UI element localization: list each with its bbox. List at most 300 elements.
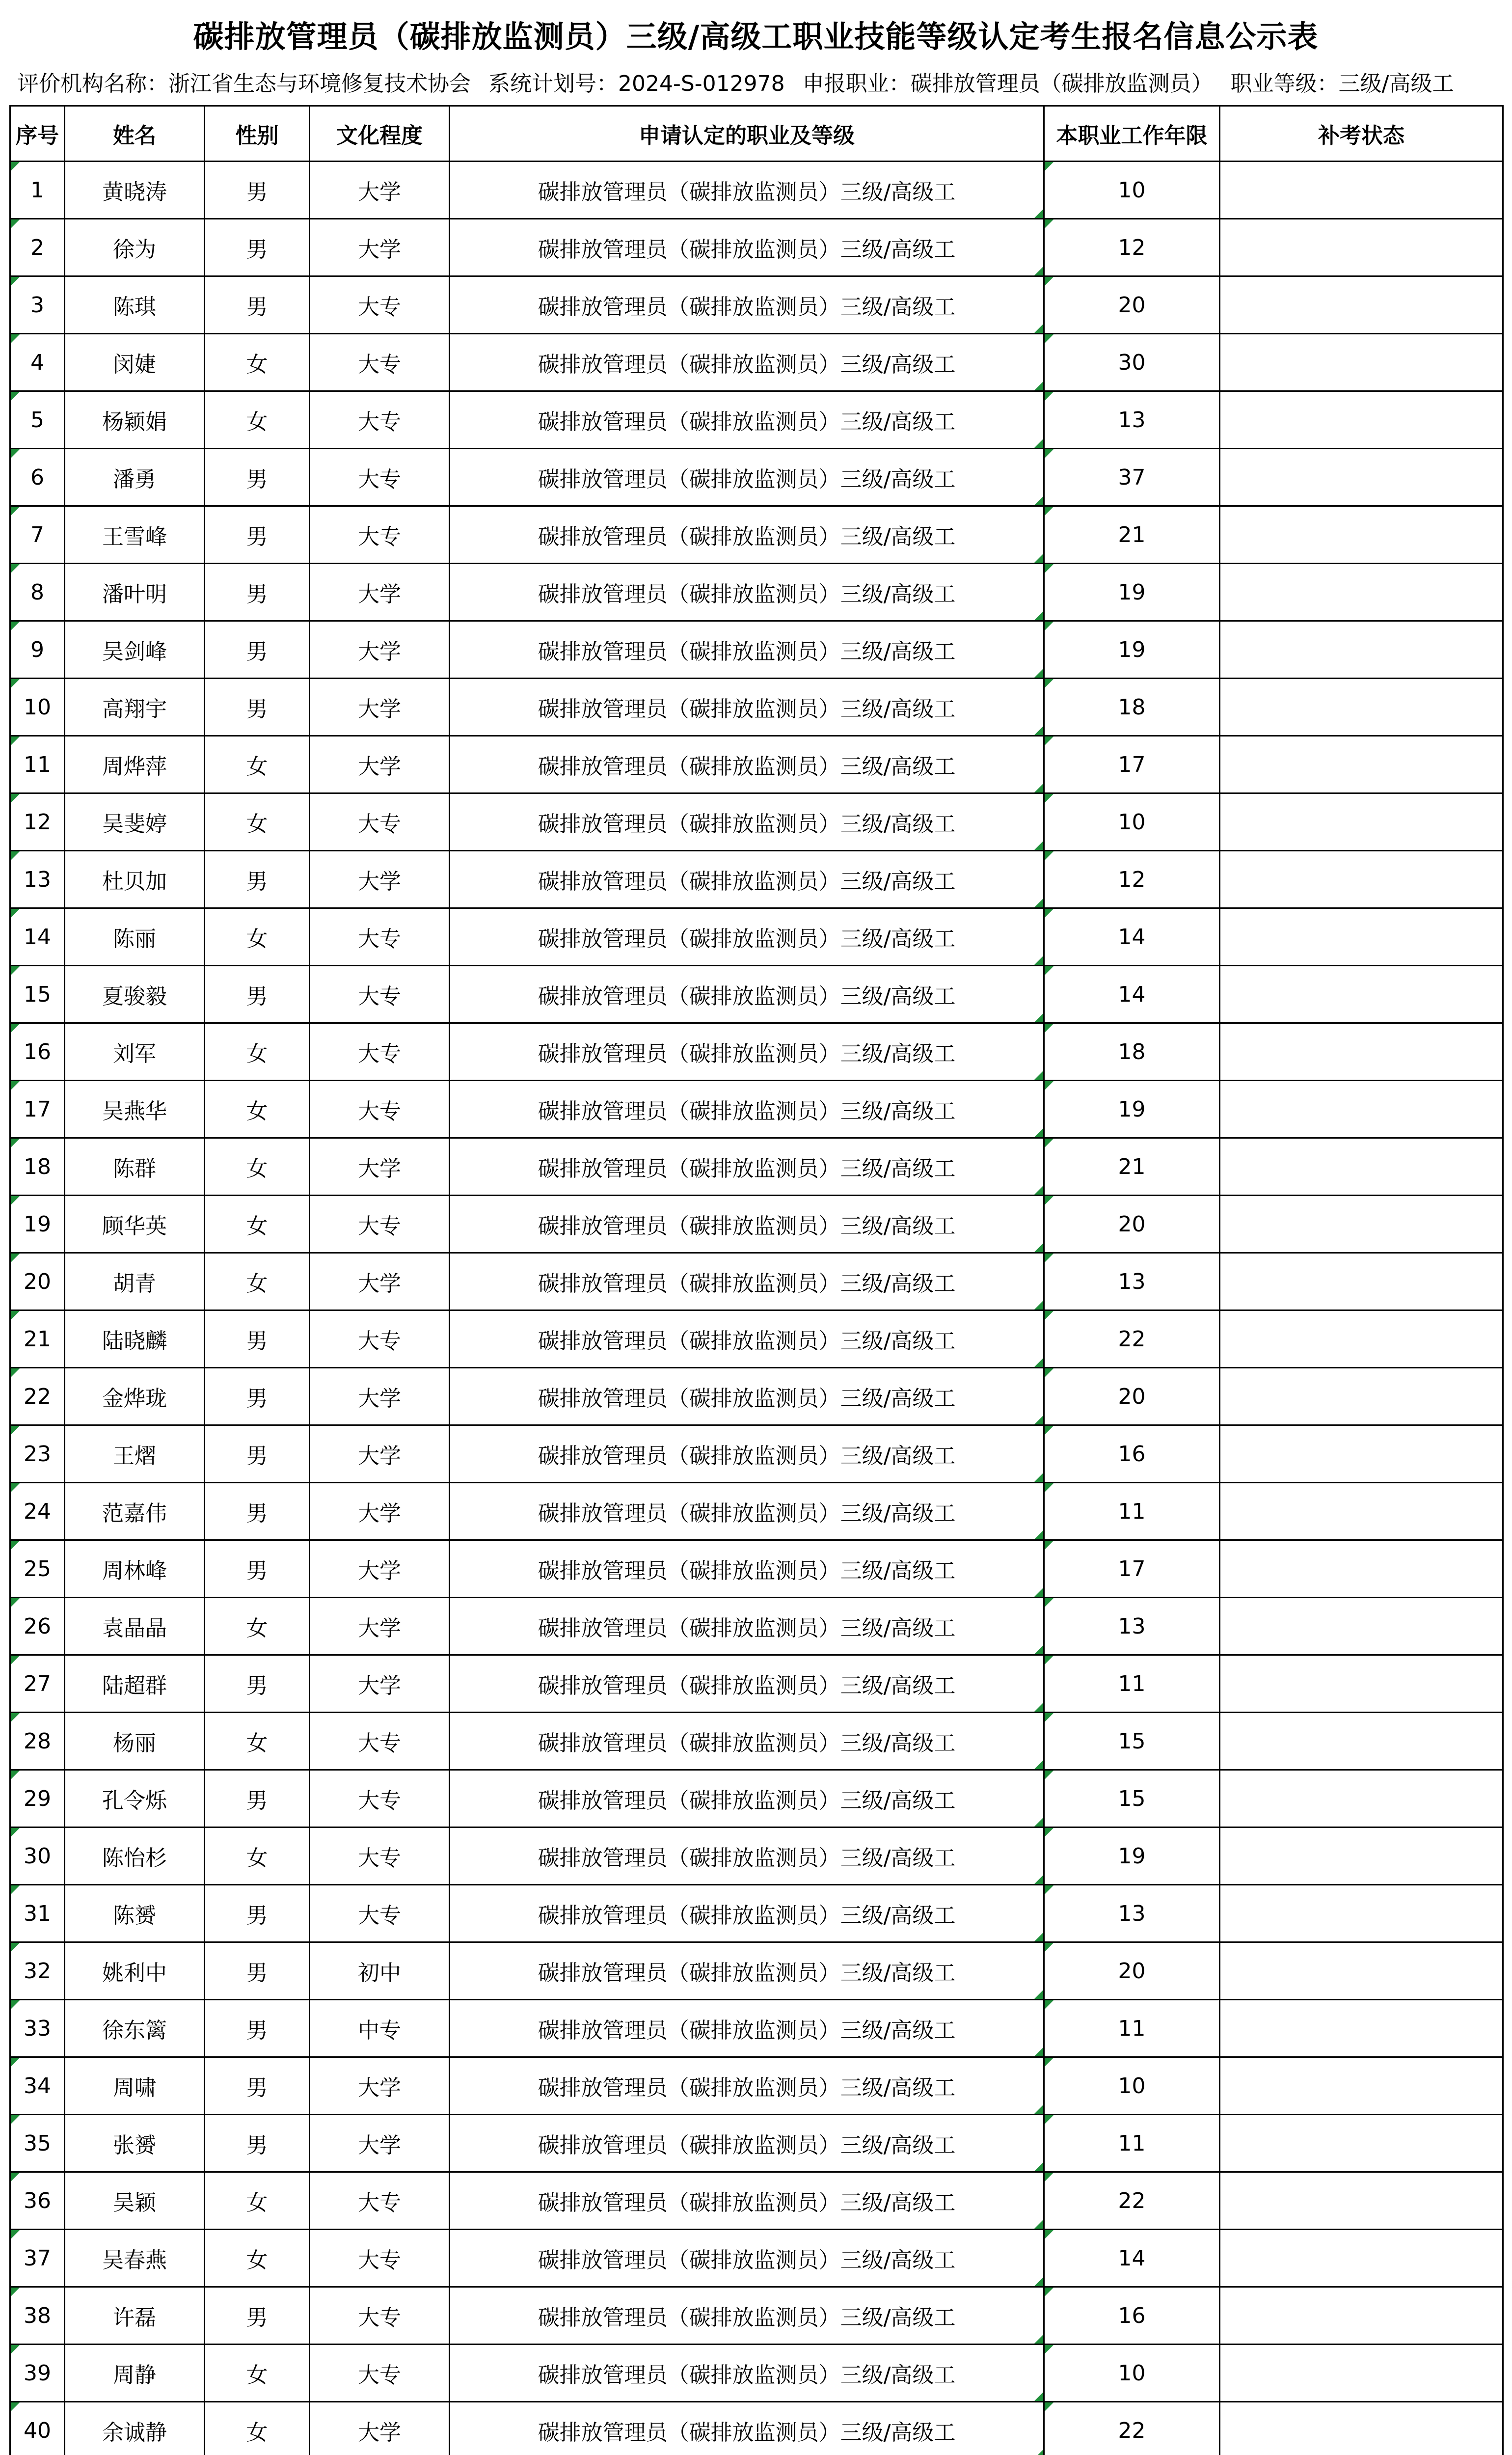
cell-index: 1 (10, 162, 65, 219)
cell-gender: 男 (205, 1310, 310, 1368)
cell-name: 高翔宇 (65, 679, 205, 736)
table-row (10, 1483, 1503, 1540)
cell-education: 大学 (310, 1483, 450, 1540)
cell-index: 21 (10, 1310, 65, 1368)
cell-index: 24 (10, 1483, 65, 1540)
cell-index: 10 (10, 679, 65, 736)
cell-name: 徐东篱 (65, 2000, 205, 2057)
cell-occupation: 碳排放管理员（碳排放监测员）三级/高级工 (450, 2230, 1044, 2287)
table-row (10, 851, 1503, 908)
cell-education: 大专 (310, 276, 450, 334)
cell-retake (1220, 908, 1503, 966)
cell-gender: 男 (205, 621, 310, 679)
cell-education: 大专 (310, 1828, 450, 1885)
table-row (10, 564, 1503, 621)
cell-name: 孔令烁 (65, 1770, 205, 1828)
cell-gender: 女 (205, 391, 310, 449)
table-row (10, 2402, 1503, 2455)
cell-years: 15 (1044, 1713, 1220, 1770)
cell-occupation: 碳排放管理员（碳排放监测员）三级/高级工 (450, 506, 1044, 564)
cell-years: 17 (1044, 736, 1220, 793)
cell-years: 13 (1044, 1885, 1220, 1942)
cell-gender: 男 (205, 1540, 310, 1598)
cell-education: 中专 (310, 2000, 450, 2057)
cell-index: 15 (10, 966, 65, 1023)
table-row (10, 908, 1503, 966)
cell-years: 10 (1044, 2345, 1220, 2402)
cell-years: 13 (1044, 391, 1220, 449)
table-row (10, 391, 1503, 449)
cell-occupation: 碳排放管理员（碳排放监测员）三级/高级工 (450, 1540, 1044, 1598)
cell-gender: 女 (205, 2172, 310, 2230)
cell-retake (1220, 2402, 1503, 2455)
col-header-occupation: 申请认定的职业及等级 (450, 106, 1044, 162)
cell-years: 14 (1044, 2230, 1220, 2287)
cell-index: 33 (10, 2000, 65, 2057)
cell-gender: 男 (205, 1425, 310, 1483)
cell-gender: 男 (205, 2057, 310, 2115)
cell-retake (1220, 1770, 1503, 1828)
cell-retake (1220, 2172, 1503, 2230)
table-row (10, 162, 1503, 219)
col-header-education: 文化程度 (310, 106, 450, 162)
table-row (10, 276, 1503, 334)
cell-education: 大专 (310, 506, 450, 564)
cell-retake (1220, 793, 1503, 851)
cell-name: 夏骏毅 (65, 966, 205, 1023)
cell-years: 17 (1044, 1540, 1220, 1598)
cell-name: 陈丽 (65, 908, 205, 966)
table-row (10, 1138, 1503, 1196)
table-row (10, 1196, 1503, 1253)
table-row (10, 1655, 1503, 1713)
cell-education: 大学 (310, 679, 450, 736)
cell-years: 12 (1044, 219, 1220, 276)
table-row (10, 1023, 1503, 1081)
cell-name: 周啸 (65, 2057, 205, 2115)
cell-retake (1220, 1310, 1503, 1368)
table-row (10, 1713, 1503, 1770)
cell-retake (1220, 334, 1503, 391)
cell-years: 12 (1044, 851, 1220, 908)
cell-name: 杨颖娟 (65, 391, 205, 449)
cell-name: 杜贝加 (65, 851, 205, 908)
cell-occupation: 碳排放管理员（碳排放监测员）三级/高级工 (450, 219, 1044, 276)
cell-years: 11 (1044, 2000, 1220, 2057)
cell-index: 39 (10, 2345, 65, 2402)
cell-occupation: 碳排放管理员（碳排放监测员）三级/高级工 (450, 1368, 1044, 1425)
cell-retake (1220, 736, 1503, 793)
cell-education: 大专 (310, 449, 450, 506)
cell-name: 顾华英 (65, 1196, 205, 1253)
table-row (10, 1425, 1503, 1483)
cell-years: 21 (1044, 506, 1220, 564)
cell-occupation: 碳排放管理员（碳排放监测员）三级/高级工 (450, 276, 1044, 334)
cell-name: 陈群 (65, 1138, 205, 1196)
cell-occupation: 碳排放管理员（碳排放监测员）三级/高级工 (450, 1942, 1044, 2000)
table-row (10, 1598, 1503, 1655)
cell-name: 黄晓涛 (65, 162, 205, 219)
cell-gender: 女 (205, 1828, 310, 1885)
cell-index: 29 (10, 1770, 65, 1828)
table-row (10, 2172, 1503, 2230)
cell-gender: 女 (205, 2230, 310, 2287)
cell-education: 大学 (310, 219, 450, 276)
cell-education: 大学 (310, 851, 450, 908)
cell-occupation: 碳排放管理员（碳排放监测员）三级/高级工 (450, 2345, 1044, 2402)
cell-name: 王熠 (65, 1425, 205, 1483)
cell-name: 吴春燕 (65, 2230, 205, 2287)
cell-retake (1220, 564, 1503, 621)
table-row (10, 793, 1503, 851)
cell-occupation: 碳排放管理员（碳排放监测员）三级/高级工 (450, 1425, 1044, 1483)
cell-index: 3 (10, 276, 65, 334)
table-row (10, 1770, 1503, 1828)
cell-name: 潘叶明 (65, 564, 205, 621)
cell-index: 12 (10, 793, 65, 851)
cell-education: 大专 (310, 1196, 450, 1253)
cell-years: 15 (1044, 1770, 1220, 1828)
cell-index: 28 (10, 1713, 65, 1770)
cell-gender: 男 (205, 1885, 310, 1942)
cell-education: 大专 (310, 334, 450, 391)
cell-name: 周烨萍 (65, 736, 205, 793)
cell-gender: 女 (205, 2402, 310, 2455)
cell-occupation: 碳排放管理员（碳排放监测员）三级/高级工 (450, 1885, 1044, 1942)
cell-gender: 男 (205, 1770, 310, 1828)
table-row (10, 449, 1503, 506)
cell-occupation: 碳排放管理员（碳排放监测员）三级/高级工 (450, 736, 1044, 793)
cell-index: 11 (10, 736, 65, 793)
cell-index: 34 (10, 2057, 65, 2115)
cell-years: 16 (1044, 1425, 1220, 1483)
cell-education: 大专 (310, 1713, 450, 1770)
cell-name: 陈琪 (65, 276, 205, 334)
cell-gender: 女 (205, 1023, 310, 1081)
table-row (10, 1368, 1503, 1425)
document-sheet (9, 0, 1502, 2455)
cell-retake (1220, 2287, 1503, 2345)
cell-name: 潘勇 (65, 449, 205, 506)
cell-name: 周静 (65, 2345, 205, 2402)
cell-name: 陈赟 (65, 1885, 205, 1942)
cell-name: 周林峰 (65, 1540, 205, 1598)
cell-education: 大学 (310, 1368, 450, 1425)
cell-occupation: 碳排放管理员（碳排放监测员）三级/高级工 (450, 1196, 1044, 1253)
cell-education: 大学 (310, 621, 450, 679)
cell-gender: 女 (205, 1713, 310, 1770)
cell-occupation: 碳排放管理员（碳排放监测员）三级/高级工 (450, 679, 1044, 736)
cell-retake (1220, 1483, 1503, 1540)
table-body (10, 162, 1503, 2455)
cell-name: 金烨珑 (65, 1368, 205, 1425)
cell-years: 13 (1044, 1253, 1220, 1310)
cell-occupation: 碳排放管理员（碳排放监测员）三级/高级工 (450, 449, 1044, 506)
cell-retake (1220, 1828, 1503, 1885)
cell-education: 大学 (310, 1425, 450, 1483)
cell-years: 20 (1044, 1942, 1220, 2000)
cell-years: 11 (1044, 1483, 1220, 1540)
cell-gender: 女 (205, 334, 310, 391)
cell-name: 陆晓麟 (65, 1310, 205, 1368)
table-row (10, 506, 1503, 564)
cell-index: 6 (10, 449, 65, 506)
cell-education: 大学 (310, 1253, 450, 1310)
cell-retake (1220, 2000, 1503, 2057)
cell-education: 大专 (310, 793, 450, 851)
cell-index: 23 (10, 1425, 65, 1483)
cell-name: 闵婕 (65, 334, 205, 391)
cell-occupation: 碳排放管理员（碳排放监测员）三级/高级工 (450, 1770, 1044, 1828)
cell-occupation: 碳排放管理员（碳排放监测员）三级/高级工 (450, 1253, 1044, 1310)
cell-years: 20 (1044, 1368, 1220, 1425)
table-row (10, 2057, 1503, 2115)
cell-name: 姚利中 (65, 1942, 205, 2000)
cell-index: 30 (10, 1828, 65, 1885)
cell-gender: 女 (205, 908, 310, 966)
cell-education: 大专 (310, 1770, 450, 1828)
table-row (10, 2230, 1503, 2287)
cell-retake (1220, 276, 1503, 334)
cell-years: 10 (1044, 793, 1220, 851)
cell-index: 35 (10, 2115, 65, 2172)
cell-occupation: 碳排放管理员（碳排放监测员）三级/高级工 (450, 1310, 1044, 1368)
cell-years: 20 (1044, 1196, 1220, 1253)
cell-occupation: 碳排放管理员（碳排放监测员）三级/高级工 (450, 2000, 1044, 2057)
meta-line (9, 58, 1502, 105)
cell-education: 大学 (310, 2115, 450, 2172)
table-row (10, 1942, 1503, 2000)
cell-years: 19 (1044, 1081, 1220, 1138)
cell-occupation: 碳排放管理员（碳排放监测员）三级/高级工 (450, 908, 1044, 966)
cell-education: 大专 (310, 1310, 450, 1368)
cell-retake (1220, 1885, 1503, 1942)
cell-occupation: 碳排放管理员（碳排放监测员）三级/高级工 (450, 2287, 1044, 2345)
cell-education: 大学 (310, 564, 450, 621)
cell-name: 胡青 (65, 1253, 205, 1310)
table-row (10, 2115, 1503, 2172)
cell-name: 王雪峰 (65, 506, 205, 564)
cell-years: 19 (1044, 621, 1220, 679)
cell-occupation: 碳排放管理员（碳排放监测员）三级/高级工 (450, 391, 1044, 449)
cell-years: 14 (1044, 908, 1220, 966)
cell-years: 16 (1044, 2287, 1220, 2345)
cell-gender: 女 (205, 736, 310, 793)
col-header-index: 序号 (10, 106, 65, 162)
cell-education: 大学 (310, 2402, 450, 2455)
table-row (10, 736, 1503, 793)
cell-education: 大专 (310, 966, 450, 1023)
cell-education: 大专 (310, 2172, 450, 2230)
cell-retake (1220, 1942, 1503, 2000)
cell-occupation: 碳排放管理员（碳排放监测员）三级/高级工 (450, 851, 1044, 908)
cell-occupation: 碳排放管理员（碳排放监测员）三级/高级工 (450, 621, 1044, 679)
cell-retake (1220, 1253, 1503, 1310)
cell-retake (1220, 1655, 1503, 1713)
cell-years: 19 (1044, 1828, 1220, 1885)
cell-occupation: 碳排放管理员（碳排放监测员）三级/高级工 (450, 2402, 1044, 2455)
cell-occupation: 碳排放管理员（碳排放监测员）三级/高级工 (450, 2115, 1044, 2172)
table-row (10, 2345, 1503, 2402)
cell-retake (1220, 391, 1503, 449)
col-header-years: 本职业工作年限 (1044, 106, 1220, 162)
cell-gender: 女 (205, 1598, 310, 1655)
table-row (10, 679, 1503, 736)
page-title: 碳排放管理员（碳排放监测员）三级/高级工职业技能等级认定考生报名信息公示表 (193, 19, 1319, 55)
cell-occupation: 碳排放管理员（碳排放监测员）三级/高级工 (450, 1483, 1044, 1540)
cell-gender: 男 (205, 1942, 310, 2000)
cell-occupation: 碳排放管理员（碳排放监测员）三级/高级工 (450, 1598, 1044, 1655)
cell-years: 37 (1044, 449, 1220, 506)
cell-name: 陆超群 (65, 1655, 205, 1713)
cell-name: 刘军 (65, 1023, 205, 1081)
table-header-row (10, 106, 1503, 162)
org-name: 评价机构名称：浙江省生态与环境修复技术协会 (17, 71, 471, 96)
cell-education: 大学 (310, 1655, 450, 1713)
cell-retake (1220, 1023, 1503, 1081)
table-row (10, 334, 1503, 391)
cell-years: 22 (1044, 2172, 1220, 2230)
cell-years: 22 (1044, 1310, 1220, 1368)
cell-gender: 男 (205, 679, 310, 736)
cell-index: 26 (10, 1598, 65, 1655)
cell-education: 大学 (310, 736, 450, 793)
cell-years: 11 (1044, 2115, 1220, 2172)
table-row (10, 966, 1503, 1023)
cell-retake (1220, 851, 1503, 908)
cell-gender: 男 (205, 162, 310, 219)
cell-years: 18 (1044, 679, 1220, 736)
cell-name: 余诚静 (65, 2402, 205, 2455)
cell-occupation: 碳排放管理员（碳排放监测员）三级/高级工 (450, 793, 1044, 851)
candidate-table (9, 105, 1504, 2455)
cell-years: 10 (1044, 162, 1220, 219)
cell-name: 袁晶晶 (65, 1598, 205, 1655)
cell-education: 大专 (310, 391, 450, 449)
cell-retake (1220, 2345, 1503, 2402)
cell-occupation: 碳排放管理员（碳排放监测员）三级/高级工 (450, 2057, 1044, 2115)
cell-gender: 男 (205, 2287, 310, 2345)
cell-gender: 男 (205, 2115, 310, 2172)
cell-index: 37 (10, 2230, 65, 2287)
cell-occupation: 碳排放管理员（碳排放监测员）三级/高级工 (450, 1828, 1044, 1885)
cell-index: 8 (10, 564, 65, 621)
cell-education: 大学 (310, 1598, 450, 1655)
table-row (10, 1885, 1503, 1942)
cell-retake (1220, 1598, 1503, 1655)
cell-occupation: 碳排放管理员（碳排放监测员）三级/高级工 (450, 564, 1044, 621)
cell-years: 21 (1044, 1138, 1220, 1196)
cell-education: 大专 (310, 2345, 450, 2402)
cell-retake (1220, 621, 1503, 679)
cell-retake (1220, 2115, 1503, 2172)
cell-years: 11 (1044, 1655, 1220, 1713)
cell-occupation: 碳排放管理员（碳排放监测员）三级/高级工 (450, 1138, 1044, 1196)
cell-years: 10 (1044, 2057, 1220, 2115)
table-row (10, 1253, 1503, 1310)
cell-education: 大学 (310, 2057, 450, 2115)
cell-index: 5 (10, 391, 65, 449)
cell-years: 19 (1044, 564, 1220, 621)
cell-education: 大专 (310, 2287, 450, 2345)
cell-index: 27 (10, 1655, 65, 1713)
cell-occupation: 碳排放管理员（碳排放监测员）三级/高级工 (450, 1713, 1044, 1770)
cell-index: 31 (10, 1885, 65, 1942)
cell-gender: 女 (205, 793, 310, 851)
cell-name: 杨丽 (65, 1713, 205, 1770)
cell-retake (1220, 1138, 1503, 1196)
cell-name: 吴斐婷 (65, 793, 205, 851)
cell-occupation: 碳排放管理员（碳排放监测员）三级/高级工 (450, 966, 1044, 1023)
cell-name: 许磊 (65, 2287, 205, 2345)
cell-retake (1220, 679, 1503, 736)
cell-retake (1220, 449, 1503, 506)
cell-occupation: 碳排放管理员（碳排放监测员）三级/高级工 (450, 162, 1044, 219)
cell-index: 18 (10, 1138, 65, 1196)
cell-index: 9 (10, 621, 65, 679)
cell-index: 36 (10, 2172, 65, 2230)
table-row (10, 2287, 1503, 2345)
cell-occupation: 碳排放管理员（碳排放监测员）三级/高级工 (450, 1081, 1044, 1138)
cell-years: 22 (1044, 2402, 1220, 2455)
cell-index: 14 (10, 908, 65, 966)
cell-retake (1220, 1425, 1503, 1483)
cell-name: 徐为 (65, 219, 205, 276)
cell-index: 38 (10, 2287, 65, 2345)
cell-years: 13 (1044, 1598, 1220, 1655)
cell-name: 范嘉伟 (65, 1483, 205, 1540)
cell-index: 40 (10, 2402, 65, 2455)
cell-name: 吴燕华 (65, 1081, 205, 1138)
cell-retake (1220, 966, 1503, 1023)
table-row (10, 219, 1503, 276)
cell-name: 张赟 (65, 2115, 205, 2172)
plan-number: 系统计划号：2024-S-012978 (488, 71, 785, 96)
cell-gender: 男 (205, 851, 310, 908)
cell-years: 30 (1044, 334, 1220, 391)
cell-index: 13 (10, 851, 65, 908)
cell-education: 大学 (310, 1138, 450, 1196)
cell-name: 吴颖 (65, 2172, 205, 2230)
table-row (10, 1081, 1503, 1138)
occupation: 申报职业：碳排放管理员（碳排放监测员） (802, 71, 1213, 96)
cell-occupation: 碳排放管理员（碳排放监测员）三级/高级工 (450, 1655, 1044, 1713)
cell-retake (1220, 2230, 1503, 2287)
cell-gender: 男 (205, 2000, 310, 2057)
cell-education: 初中 (310, 1942, 450, 2000)
cell-gender: 女 (205, 2345, 310, 2402)
table-row (10, 621, 1503, 679)
cell-education: 大专 (310, 908, 450, 966)
occupation-level: 职业等级：三级/高级工 (1230, 71, 1454, 96)
cell-gender: 女 (205, 1253, 310, 1310)
cell-index: 17 (10, 1081, 65, 1138)
cell-gender: 女 (205, 1138, 310, 1196)
cell-retake (1220, 2057, 1503, 2115)
cell-name: 吴剑峰 (65, 621, 205, 679)
cell-retake (1220, 1368, 1503, 1425)
cell-index: 2 (10, 219, 65, 276)
cell-years: 20 (1044, 276, 1220, 334)
cell-years: 18 (1044, 1023, 1220, 1081)
cell-education: 大专 (310, 1081, 450, 1138)
cell-education: 大学 (310, 162, 450, 219)
cell-index: 20 (10, 1253, 65, 1310)
cell-gender: 男 (205, 1368, 310, 1425)
col-header-retake: 补考状态 (1220, 106, 1503, 162)
cell-retake (1220, 1196, 1503, 1253)
cell-education: 大专 (310, 1023, 450, 1081)
